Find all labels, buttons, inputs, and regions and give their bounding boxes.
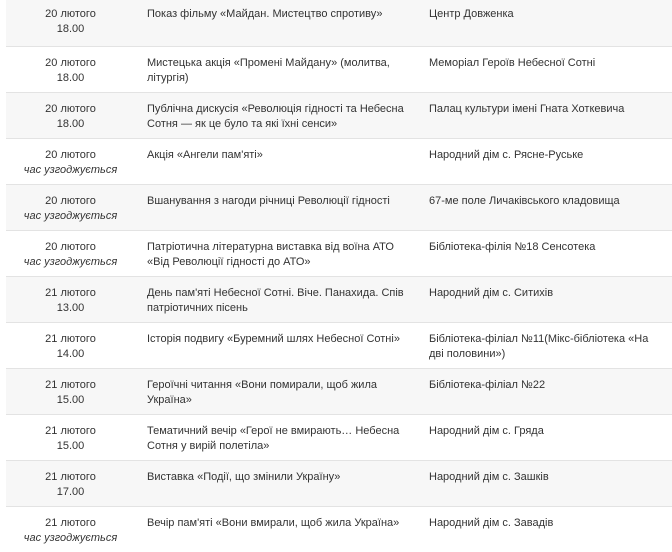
table-row bbox=[6, 47, 672, 93]
event-day: 21 лютого bbox=[12, 470, 129, 485]
event-day: 21 лютого bbox=[12, 424, 129, 439]
event-time: 18.00 bbox=[12, 22, 129, 37]
table-row bbox=[6, 231, 672, 277]
event-place: 67-ме поле Личаківського кладовища bbox=[417, 185, 672, 231]
event-date-cell bbox=[6, 0, 135, 47]
table-row bbox=[6, 277, 672, 323]
event-title: Акція «Ангели пам'яті» bbox=[135, 139, 417, 185]
event-date-cell bbox=[6, 47, 135, 93]
event-date-cell bbox=[6, 415, 135, 461]
event-day: 20 лютого bbox=[12, 56, 129, 71]
event-day: 20 лютого bbox=[12, 7, 129, 22]
event-date-cell bbox=[6, 185, 135, 231]
event-date-cell bbox=[6, 277, 135, 323]
event-day: 21 лютого bbox=[12, 286, 129, 301]
event-date-cell bbox=[6, 323, 135, 369]
event-title: Вечір пам'яті «Вони вмирали, щоб жила Україна» bbox=[135, 507, 417, 552]
events-table-body bbox=[6, 0, 672, 552]
event-date-cell bbox=[6, 507, 135, 552]
event-place: Народний дім с. Ситихів bbox=[417, 277, 672, 323]
event-title: Героїчні читання «Вони помирали, щоб жила Україна» bbox=[135, 369, 417, 415]
event-time: час узгоджується bbox=[12, 531, 129, 546]
event-date-cell bbox=[6, 139, 135, 185]
table-row bbox=[6, 185, 672, 231]
event-time: 18.00 bbox=[12, 117, 129, 132]
event-title: Виставка «Події, що змінили Україну» bbox=[135, 461, 417, 507]
event-time: час узгоджується bbox=[12, 209, 129, 224]
event-time: 15.00 bbox=[12, 439, 129, 454]
table-row bbox=[6, 461, 672, 507]
event-date-cell bbox=[6, 461, 135, 507]
event-title: Вшанування з нагоди річниці Революції гідності bbox=[135, 185, 417, 231]
event-date-cell bbox=[6, 93, 135, 139]
event-time: 14.00 bbox=[12, 347, 129, 362]
event-day: 20 лютого bbox=[12, 148, 129, 163]
event-day: 21 лютого bbox=[12, 332, 129, 347]
event-place: Центр Довженка bbox=[417, 0, 672, 47]
event-time: 15.00 bbox=[12, 393, 129, 408]
event-place: Народний дім с. Рясне-Руське bbox=[417, 139, 672, 185]
event-day: 20 лютого bbox=[12, 194, 129, 209]
event-place: Бібліотека-філіал №11(Мікс-бібліотека «На дві половини») bbox=[417, 323, 672, 369]
event-title: Патріотична літературна виставка від воїна АТО «Від Революції гідності до АТО» bbox=[135, 231, 417, 277]
event-title: Тематичний вечір «Герої не вмирають… Небесна Сотня у вирій полетіла» bbox=[135, 415, 417, 461]
table-row bbox=[6, 415, 672, 461]
event-title: Публічна дискусія «Революція гідності та Небесна Сотня — як це було та які їхні сенси» bbox=[135, 93, 417, 139]
event-title: Показ фільму «Майдан. Мистецтво спротиву» bbox=[135, 0, 417, 47]
event-time: 13.00 bbox=[12, 301, 129, 316]
event-place: Народний дім с. Завадів bbox=[417, 507, 672, 552]
event-day: 20 лютого bbox=[12, 102, 129, 117]
table-row bbox=[6, 323, 672, 369]
event-day: 20 лютого bbox=[12, 240, 129, 255]
event-time: 17.00 bbox=[12, 485, 129, 500]
event-time: час узгоджується bbox=[12, 163, 129, 178]
event-place: Бібліотека-філія №18 Сенсотека bbox=[417, 231, 672, 277]
event-title: День пам'яті Небесної Сотні. Віче. Панахида. Спів патріотичних пісень bbox=[135, 277, 417, 323]
event-place: Палац культури імені Гната Хоткевича bbox=[417, 93, 672, 139]
table-row bbox=[6, 507, 672, 552]
events-table bbox=[6, 0, 672, 552]
event-title: Історія подвигу «Буремний шлях Небесної Сотні» bbox=[135, 323, 417, 369]
table-row bbox=[6, 369, 672, 415]
event-title: Мистецька акція «Промені Майдану» (молитва, літургія) bbox=[135, 47, 417, 93]
event-place: Народний дім с. Зашків bbox=[417, 461, 672, 507]
event-time: час узгоджується bbox=[12, 255, 129, 270]
event-place: Бібліотека-філіал №22 bbox=[417, 369, 672, 415]
table-row bbox=[6, 93, 672, 139]
table-row bbox=[6, 0, 672, 47]
event-day: 21 лютого bbox=[12, 378, 129, 393]
event-date-cell bbox=[6, 369, 135, 415]
event-date-cell bbox=[6, 231, 135, 277]
table-row bbox=[6, 139, 672, 185]
event-place: Меморіал Героїв Небесної Сотні bbox=[417, 47, 672, 93]
event-day: 21 лютого bbox=[12, 516, 129, 531]
event-place: Народний дім с. Гряда bbox=[417, 415, 672, 461]
event-time: 18.00 bbox=[12, 71, 129, 86]
